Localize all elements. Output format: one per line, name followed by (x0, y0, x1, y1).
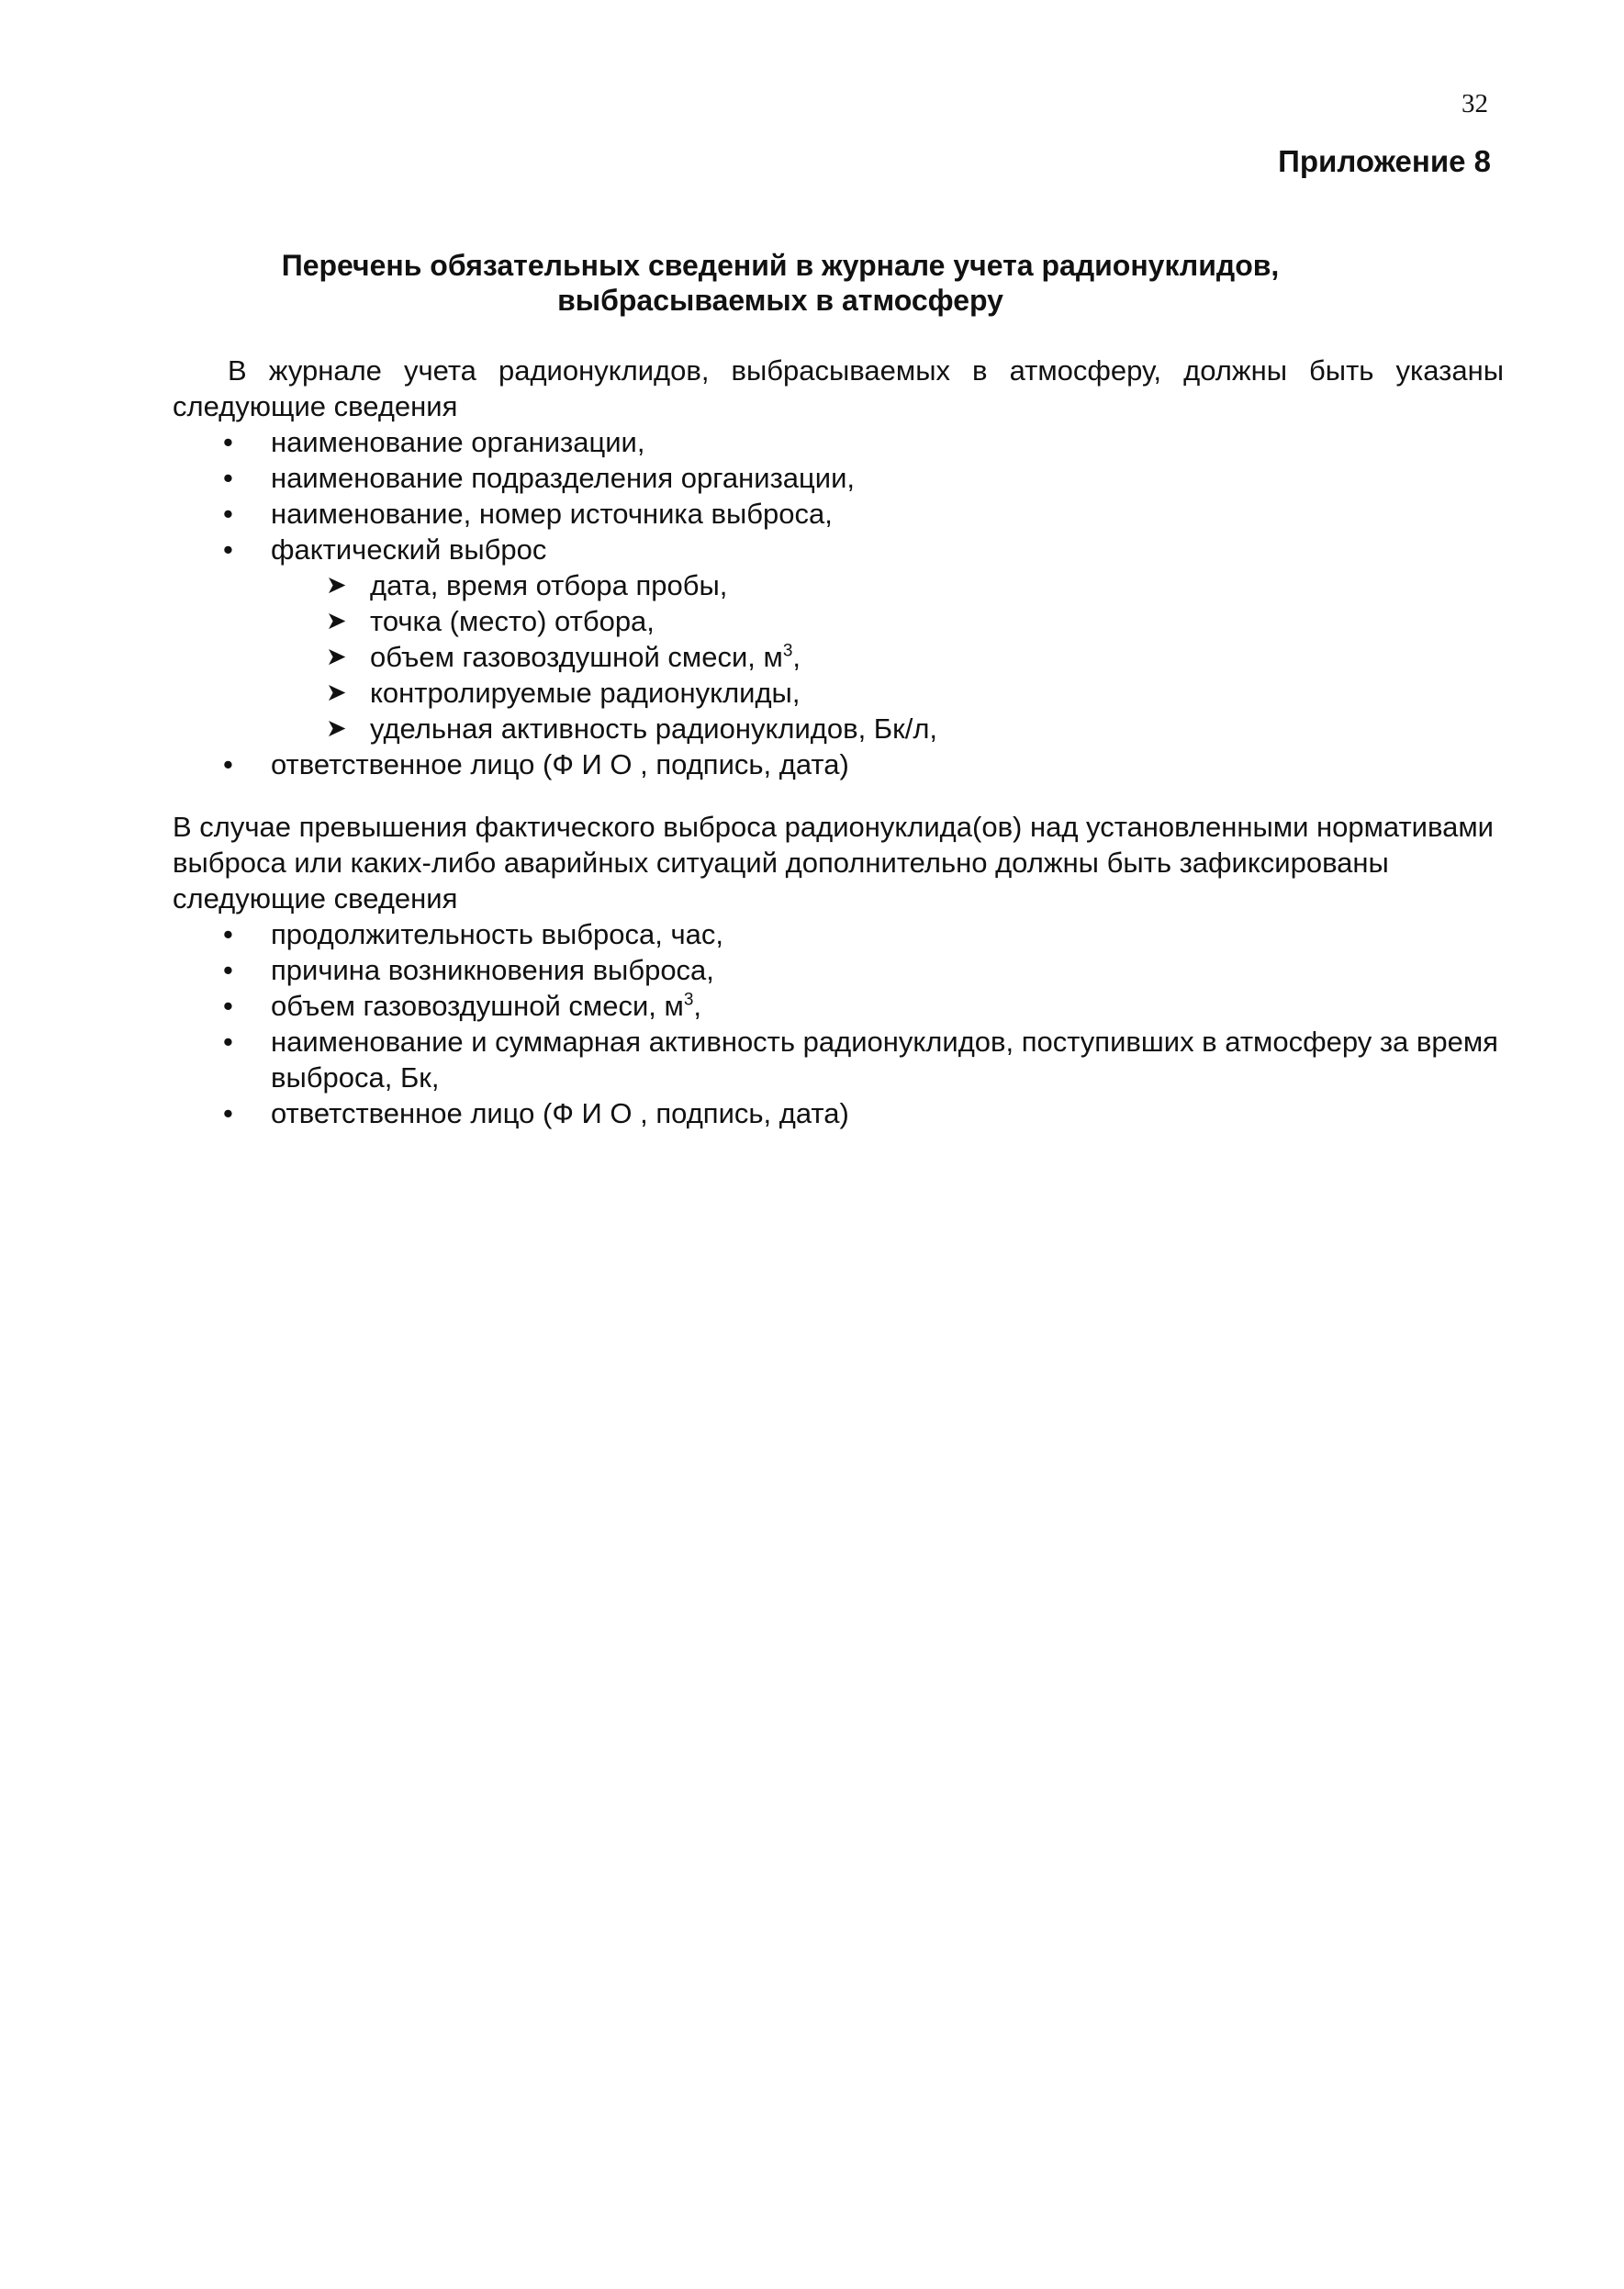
arrow-bullet-icon: ➤ (326, 679, 347, 706)
appendix-label: Приложение 8 (1278, 144, 1491, 178)
bullet-dot-icon: • (223, 954, 233, 986)
arrow-bullet-icon: ➤ (326, 643, 347, 670)
sublist-item-text: точка (место) отбора, (370, 605, 655, 637)
arrow-bullet-icon: ➤ (326, 607, 347, 634)
superscript-3: 3 (782, 641, 793, 661)
superscript-3: 3 (683, 990, 694, 1010)
bullet-dot-icon: • (223, 462, 233, 494)
section-2-intro: В случае превышения фактического выброса радионуклида(ов) над установленными нормативами выброса или каких-либо аварийных ситуаций дополнительно должны быть зафиксированы следующие сведения (173, 811, 1494, 914)
page-number: 32 (1462, 89, 1488, 118)
list-item-text: ответственное лицо (Ф И О , подпись, дата) (271, 748, 849, 780)
arrow-bullet-icon: ➤ (326, 571, 347, 599)
section-2-list (173, 916, 1504, 1131)
list-item (173, 460, 1504, 496)
list-item (173, 496, 1504, 532)
list-item (173, 916, 1504, 952)
section-journal-requirements (173, 353, 1504, 782)
bullet-dot-icon: • (223, 533, 233, 566)
sublist-item (173, 603, 1504, 639)
bullet-dot-icon: • (223, 1026, 233, 1058)
document-title (174, 248, 1386, 318)
list-item-text: объем газовоздушной смеси, м (271, 990, 684, 1022)
list-item-text: фактический выброс (271, 533, 547, 566)
section-1-intro: В журнале учета радионуклидов, выбрасываемых в атмосферу, должны быть указаны следующие сведения (173, 354, 1504, 422)
bullet-dot-icon: • (223, 918, 233, 950)
list-item (173, 1095, 1504, 1131)
bullet-dot-icon: • (223, 426, 233, 458)
sublist-item-tail: , (792, 641, 801, 673)
bullet-dot-icon: • (223, 1097, 233, 1129)
arrow-bullet-icon: ➤ (326, 714, 347, 742)
list-item-text: наименование подразделения организации, (271, 462, 856, 494)
list-item (173, 746, 1504, 782)
sublist-item-text: контролируемые радионуклиды, (370, 677, 801, 709)
section-1-list (173, 424, 1504, 782)
sublist-item-text: дата, время отбора пробы, (370, 569, 728, 601)
sublist-item (173, 567, 1504, 603)
sublist-item-text: объем газовоздушной смеси, м (370, 641, 783, 673)
list-item (173, 1024, 1504, 1095)
list-item-text: наименование, номер источника выброса, (271, 498, 833, 530)
list-item-text: наименование и суммарная активность радионуклидов, поступивших в атмосферу за время выброса, Бк, (271, 1026, 1498, 1094)
list-item (173, 532, 1504, 746)
bullet-dot-icon: • (223, 498, 233, 530)
sublist-item (173, 675, 1504, 711)
actual-emission-sublist (271, 567, 1504, 746)
section-excess-emission (173, 809, 1504, 1131)
list-item-text: наименование организации, (271, 426, 645, 458)
title-line-1: Перечень обязательных сведений в журнале учета радионуклидов, (281, 249, 1280, 282)
bullet-dot-icon: • (223, 990, 233, 1022)
list-item-text: причина возникновения выброса, (271, 954, 714, 986)
title-line-2: выбрасываемых в атмосферу (557, 284, 1003, 317)
sublist-item (173, 639, 1504, 675)
list-item (173, 952, 1504, 988)
list-item-text: продолжительность выброса, час, (271, 918, 723, 950)
list-item-text: ответственное лицо (Ф И О , подпись, дата) (271, 1097, 849, 1129)
list-item (173, 424, 1504, 460)
bullet-dot-icon: • (223, 748, 233, 780)
list-item (173, 988, 1504, 1024)
sublist-item-text: удельная активность радионуклидов, Бк/л, (370, 713, 938, 745)
list-item-tail: , (693, 990, 702, 1022)
sublist-item (173, 711, 1504, 746)
